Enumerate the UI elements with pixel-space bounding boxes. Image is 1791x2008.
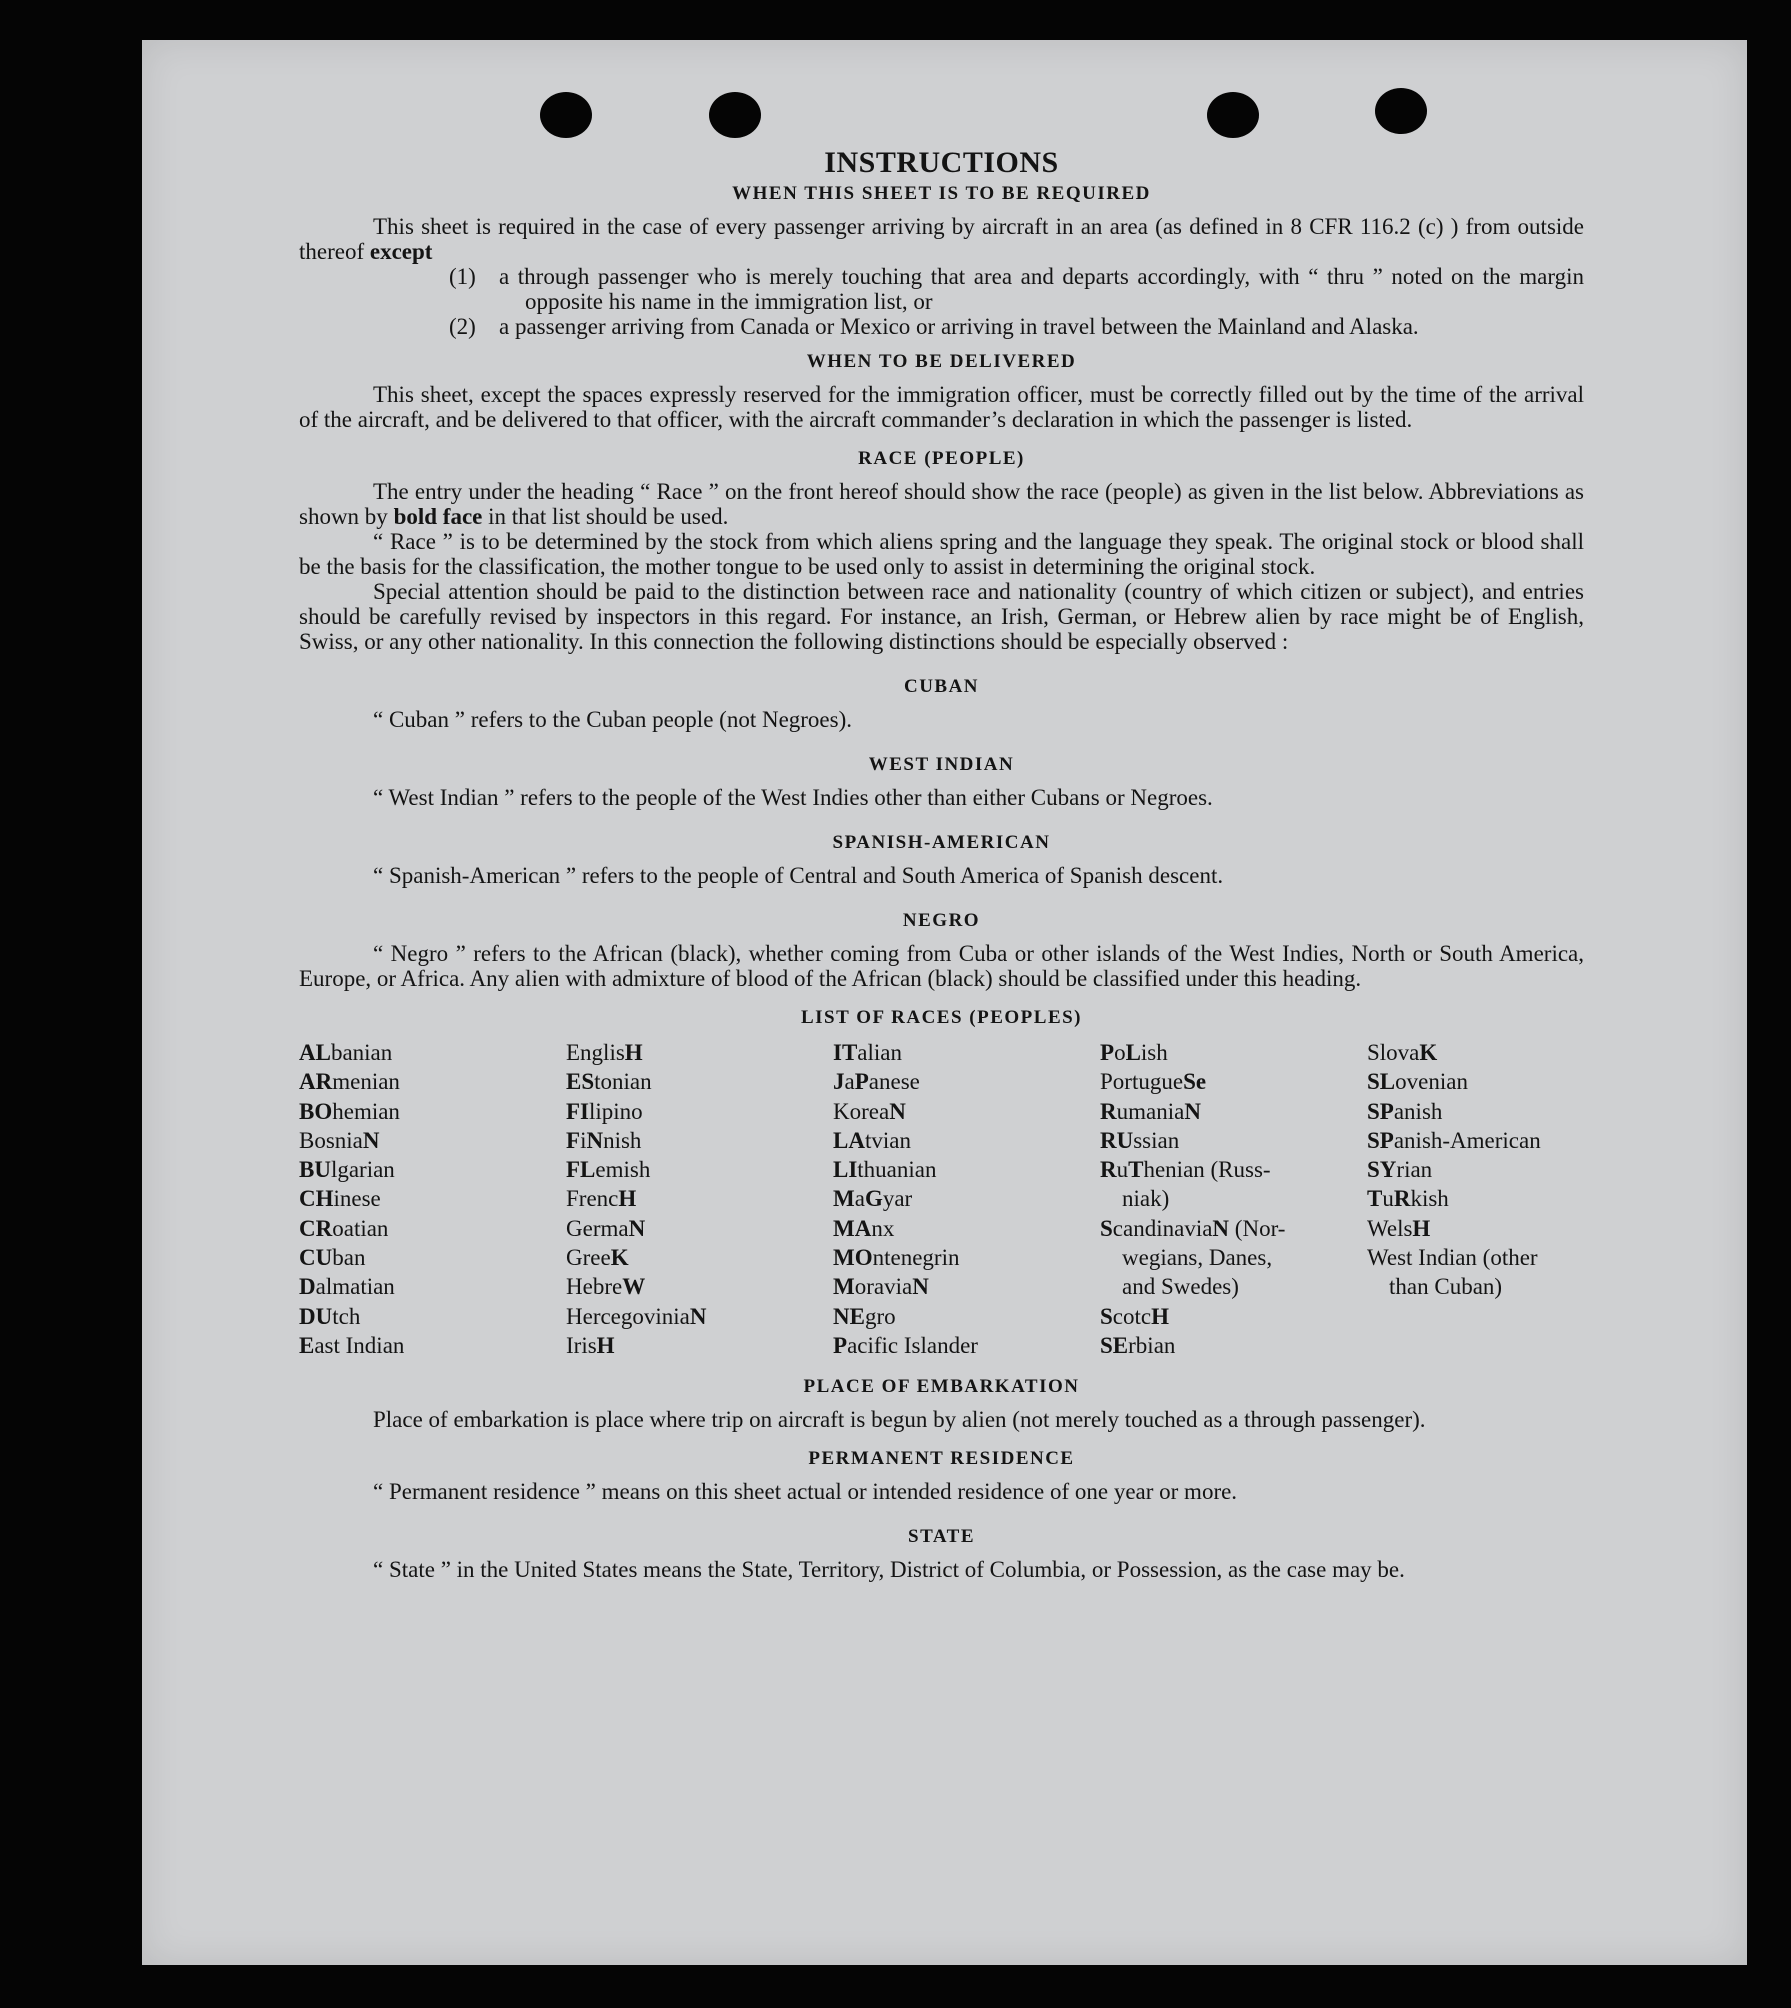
race-abbreviation: N bbox=[912, 1274, 929, 1300]
race-abbreviation: LA bbox=[833, 1127, 865, 1153]
heading-when-delivered: WHEN TO BE DELIVERED bbox=[806, 351, 1077, 372]
race-abbreviation: P bbox=[1100, 1040, 1115, 1065]
race-abbreviation: AL bbox=[299, 1040, 331, 1065]
negro-text: “ Negro ” refers to the African (black), whether coming from Cuba or other islands of the West Indies, North or South America, Europe, or Africa. Any alien with admixture of blood of the African (black) should be classified under this heading. bbox=[299, 941, 1584, 991]
race-abbreviation: N bbox=[1184, 1098, 1201, 1124]
race-entry bbox=[1100, 1331, 1367, 1360]
race-abbreviation: AR bbox=[299, 1069, 333, 1095]
race-column bbox=[1367, 1038, 1634, 1360]
race-name-part: inese bbox=[333, 1186, 381, 1212]
race-entry bbox=[1100, 1302, 1367, 1331]
race-entry bbox=[1367, 1038, 1634, 1067]
race-abbreviation: SP bbox=[1367, 1127, 1394, 1153]
instructions-content bbox=[299, 146, 1584, 1583]
race-name-part: (Nor- bbox=[1229, 1215, 1286, 1241]
heading-cuban: CUBAN bbox=[903, 676, 980, 697]
cuban-text: “ Cuban ” refers to the Cuban people (not Negroes). bbox=[373, 707, 853, 732]
race-name-part: nx bbox=[871, 1215, 895, 1241]
race-abbreviation: J bbox=[833, 1069, 845, 1095]
race-name-part: tonian bbox=[594, 1069, 652, 1095]
race-abbreviation: SP bbox=[1367, 1098, 1394, 1124]
race-entry bbox=[833, 1214, 1100, 1243]
heading-negro: NEGRO bbox=[902, 910, 981, 931]
race-entry bbox=[1100, 1272, 1367, 1301]
race-name-part: ovenian bbox=[1395, 1069, 1468, 1095]
race-entry bbox=[299, 1097, 566, 1126]
race-name-part: a bbox=[854, 1186, 865, 1212]
race-abbreviation: N bbox=[1212, 1215, 1230, 1241]
when-required-intro: This sheet is required in the case of every passenger arriving by aircraft in an area (as defined in 8 CFR 116.2 (c) ) from outside thereof except bbox=[299, 214, 1584, 264]
race-abbreviation: N bbox=[889, 1098, 906, 1124]
race-abbreviation: FI bbox=[566, 1098, 589, 1124]
race-abbreviation: SY bbox=[1367, 1157, 1397, 1183]
race-name-part: Iris bbox=[566, 1332, 597, 1358]
race-abbreviation: P bbox=[854, 1069, 869, 1095]
race-name-part: cotc bbox=[1112, 1303, 1152, 1329]
race-abbreviation: F bbox=[566, 1127, 581, 1153]
race-name-part: ban bbox=[332, 1245, 366, 1271]
race-abbreviation: CU bbox=[299, 1245, 333, 1271]
heading-race: RACE (PEOPLE) bbox=[858, 448, 1025, 469]
race-entry bbox=[833, 1243, 1100, 1272]
race-entry bbox=[833, 1302, 1100, 1331]
spanish-american-text: “ Spanish-American ” refers to the people of Central and South America of Spanish descent. bbox=[373, 863, 1224, 888]
race-abbreviation: MA bbox=[833, 1215, 872, 1241]
race-name-part: than Cuban) bbox=[1389, 1274, 1503, 1300]
race-entry bbox=[566, 1272, 833, 1301]
exception-number: (2) bbox=[449, 314, 476, 339]
race-abbreviation: H bbox=[596, 1332, 615, 1358]
race-entry bbox=[299, 1155, 566, 1184]
race-abbreviation: R bbox=[1100, 1098, 1117, 1124]
race-name-part: hemian bbox=[332, 1098, 400, 1124]
race-name-part: tch bbox=[332, 1303, 361, 1329]
heading-state: STATE bbox=[908, 1526, 975, 1548]
race-entry bbox=[566, 1038, 833, 1067]
race-entry bbox=[833, 1038, 1100, 1067]
race-name-part: i bbox=[580, 1127, 587, 1153]
race-entry bbox=[833, 1331, 1100, 1360]
race-entry bbox=[1100, 1067, 1367, 1096]
race-name-part: ast Indian bbox=[314, 1332, 405, 1358]
race-entry bbox=[833, 1272, 1100, 1301]
race-name-part: niak) bbox=[1122, 1186, 1170, 1212]
race-entry bbox=[1100, 1214, 1367, 1243]
race-name-part: Bosnia bbox=[299, 1127, 363, 1153]
race-column bbox=[833, 1038, 1100, 1360]
race-name-part: u bbox=[1382, 1186, 1394, 1212]
race-abbreviation: CR bbox=[299, 1215, 333, 1241]
race-entry bbox=[1100, 1155, 1367, 1184]
race-name-part: ssian bbox=[1133, 1127, 1180, 1153]
race-column bbox=[299, 1038, 566, 1360]
race-entry bbox=[566, 1243, 833, 1272]
race-name-part: menian bbox=[332, 1069, 400, 1095]
west-indian-text: “ West Indian ” refers to the people of the West Indies other than either Cubans or Negroes. bbox=[373, 785, 1213, 810]
permanent-residence-text: “ Permanent residence ” means on this sheet actual or intended residence of one year or more. bbox=[373, 1479, 1238, 1505]
race-name-part: thuanian bbox=[857, 1157, 937, 1183]
punch-hole bbox=[540, 92, 592, 138]
race-name-part: wegians, Danes, bbox=[1122, 1245, 1273, 1271]
race-abbreviation: BO bbox=[299, 1098, 333, 1124]
race-abbreviation: P bbox=[833, 1332, 848, 1358]
race-entry bbox=[299, 1243, 566, 1272]
race-name-part: anish bbox=[1393, 1098, 1443, 1124]
race-name-part: oatian bbox=[332, 1215, 389, 1241]
race-name-part: emish bbox=[595, 1157, 651, 1183]
race-abbreviation: SE bbox=[1100, 1332, 1129, 1358]
race-entry bbox=[299, 1302, 566, 1331]
race-abbreviation: MO bbox=[833, 1245, 873, 1271]
heading-when-required: WHEN THIS SHEET IS TO BE REQUIRED bbox=[732, 183, 1151, 204]
race-name-part: gro bbox=[864, 1303, 896, 1329]
race-abbreviation: N bbox=[362, 1127, 380, 1153]
race-entry bbox=[566, 1097, 833, 1126]
race-entry bbox=[566, 1126, 833, 1155]
race-abbreviation: S bbox=[1100, 1215, 1113, 1241]
race-abbreviation: R bbox=[1393, 1186, 1411, 1212]
race-abbreviation: K bbox=[1419, 1040, 1438, 1065]
race-name-part: Hebre bbox=[566, 1274, 623, 1300]
race-abbreviation: ES bbox=[566, 1069, 595, 1095]
race-name-part: henian (Russ- bbox=[1143, 1157, 1271, 1183]
race-entry bbox=[1100, 1097, 1367, 1126]
race-entry bbox=[833, 1097, 1100, 1126]
race-abbreviation: W bbox=[622, 1274, 646, 1300]
race-name-part: Germa bbox=[566, 1215, 629, 1241]
race-entry bbox=[1100, 1184, 1367, 1213]
race-entry bbox=[1367, 1214, 1634, 1243]
race-abbreviation: IT bbox=[833, 1040, 858, 1065]
race-name-part: anese bbox=[868, 1069, 920, 1095]
race-abbreviation: S bbox=[1100, 1303, 1113, 1329]
exception-number: (1) bbox=[449, 264, 476, 289]
race-abbreviation: H bbox=[618, 1186, 637, 1212]
race-abbreviation: FL bbox=[566, 1157, 596, 1183]
race-entry bbox=[1367, 1155, 1634, 1184]
race-abbreviation: N bbox=[628, 1215, 646, 1241]
heading-embarkation: PLACE OF EMBARKATION bbox=[803, 1376, 1080, 1398]
race-abbreviation: M bbox=[833, 1274, 855, 1300]
race-entry bbox=[833, 1126, 1100, 1155]
race-entry bbox=[1100, 1126, 1367, 1155]
race-entry bbox=[1367, 1184, 1634, 1213]
race-abbreviation: RU bbox=[1100, 1127, 1134, 1153]
race-entry bbox=[1367, 1067, 1634, 1096]
race-name-part: Korea bbox=[833, 1098, 890, 1124]
race-abbreviation: BU bbox=[299, 1157, 331, 1183]
race-name-part: West Indian (other bbox=[1367, 1245, 1538, 1271]
heading-permanent-residence: PERMANENT RESIDENCE bbox=[808, 1448, 1075, 1470]
race-name-part: yar bbox=[882, 1186, 913, 1212]
race-abbreviation: LI bbox=[833, 1157, 858, 1183]
race-column bbox=[1100, 1038, 1367, 1360]
race-name-part: oravia bbox=[854, 1274, 913, 1300]
race-name-part: Gree bbox=[566, 1245, 611, 1271]
race-entry bbox=[299, 1331, 566, 1360]
race-paragraph: The entry under the heading “ Race ” on the front hereof should show the race (people) as given in the list below. Abbreviations as shown by bold face in that list should be used. bbox=[299, 479, 1584, 529]
race-abbreviation: K bbox=[610, 1245, 629, 1271]
race-abbreviation: N bbox=[689, 1303, 707, 1329]
exception-item bbox=[449, 314, 1584, 339]
heading-list-of-races: LIST OF RACES (PEOPLES) bbox=[800, 1007, 1083, 1028]
document-sheet bbox=[142, 40, 1747, 1965]
punch-hole bbox=[1375, 88, 1427, 134]
race-name-part: acific Islander bbox=[847, 1332, 978, 1358]
heading-west-indian: WEST INDIAN bbox=[868, 754, 1015, 775]
race-abbreviation: D bbox=[299, 1274, 316, 1300]
race-abbreviation: H bbox=[624, 1040, 643, 1065]
race-name-part: and Swedes) bbox=[1122, 1274, 1239, 1300]
race-name-part: u bbox=[1116, 1157, 1129, 1183]
race-name-part: rian bbox=[1396, 1157, 1433, 1183]
race-abbreviation: SL bbox=[1367, 1069, 1396, 1095]
race-name-part: kish bbox=[1410, 1186, 1449, 1212]
race-abbreviation: E bbox=[299, 1332, 315, 1358]
race-name-part: umania bbox=[1116, 1098, 1185, 1124]
race-name-part: lipino bbox=[589, 1098, 643, 1124]
embarkation-text: Place of embarkation is place where trip on aircraft is begun by alien (not merely touched as a through passenger). bbox=[373, 1407, 1426, 1433]
race-entry bbox=[1100, 1243, 1367, 1272]
race-abbreviation: T bbox=[1128, 1157, 1144, 1183]
when-delivered-text: This sheet, except the spaces expressly reserved for the immigration officer, must be correctly filled out by the time of the arrival of the aircraft, and be delivered to that officer, with the aircraft commander’s declaration in which the passenger is listed. bbox=[299, 382, 1584, 432]
race-name-part: Slova bbox=[1367, 1040, 1420, 1065]
race-entry bbox=[1100, 1038, 1367, 1067]
exception-text: a passenger arriving from Canada or Mexico or arriving in travel between the Mainland and Alaska. bbox=[499, 314, 1419, 339]
race-entry bbox=[299, 1126, 566, 1155]
exception-text: a through passenger who is merely touching that area and departs accordingly, with “ thru ” noted on the margin opposite his name in the immigration list, or bbox=[499, 264, 1584, 314]
punch-hole bbox=[1207, 92, 1259, 138]
race-name-part: lgarian bbox=[330, 1157, 395, 1183]
race-name-part: Wels bbox=[1367, 1215, 1413, 1241]
race-name-part: Englis bbox=[566, 1040, 625, 1065]
race-entry bbox=[1367, 1243, 1634, 1272]
punch-hole bbox=[709, 92, 761, 138]
race-abbreviation: L bbox=[1125, 1040, 1141, 1065]
race-name-part: anish-American bbox=[1393, 1127, 1541, 1153]
exception-item bbox=[449, 264, 1584, 314]
race-entry bbox=[1367, 1272, 1634, 1301]
heading-spanish-american: SPANISH-AMERICAN bbox=[832, 832, 1051, 853]
race-entry bbox=[566, 1331, 833, 1360]
race-abbreviation: CH bbox=[299, 1186, 334, 1212]
race-name-part: Portugue bbox=[1100, 1069, 1184, 1095]
race-abbreviation: N bbox=[586, 1127, 604, 1153]
race-entry bbox=[299, 1067, 566, 1096]
race-entry bbox=[566, 1155, 833, 1184]
race-paragraph: Special attention should be paid to the distinction between race and nationality (country of which citizen or subject), and entries should be carefully revised by inspectors in this regard. For instance, an Irish, German, or Hebrew alien by race might be of English, Swiss, or any other nationality. In this connection the following distinctions should be especially observed : bbox=[299, 579, 1584, 654]
race-entry bbox=[566, 1214, 833, 1243]
race-name-part: ntenegrin bbox=[872, 1245, 960, 1271]
race-entry bbox=[1367, 1097, 1634, 1126]
race-name-part: ish bbox=[1140, 1040, 1168, 1065]
race-column bbox=[566, 1038, 833, 1360]
race-name-part: alian bbox=[857, 1040, 902, 1065]
race-entry bbox=[299, 1272, 566, 1301]
race-name-part: a bbox=[844, 1069, 855, 1095]
races-list bbox=[299, 1038, 1584, 1360]
race-abbreviation: DU bbox=[299, 1303, 333, 1329]
race-entry bbox=[566, 1184, 833, 1213]
race-entry bbox=[566, 1302, 833, 1331]
race-abbreviation: R bbox=[1100, 1157, 1117, 1183]
race-name-part: nish bbox=[603, 1127, 642, 1153]
race-name-part: tvian bbox=[864, 1127, 911, 1153]
race-entry bbox=[1367, 1126, 1634, 1155]
race-entry bbox=[833, 1184, 1100, 1213]
race-name-part: candinavia bbox=[1112, 1215, 1213, 1241]
race-name-part: almatian bbox=[315, 1274, 395, 1300]
race-entry bbox=[833, 1155, 1100, 1184]
race-name-part: o bbox=[1114, 1040, 1126, 1065]
race-abbreviation: Se bbox=[1183, 1069, 1207, 1095]
race-entry bbox=[299, 1038, 566, 1067]
race-name-part: rbian bbox=[1128, 1332, 1176, 1358]
race-paragraph: “ Race ” is to be determined by the stock from which aliens spring and the language they speak. The original stock or blood shall be the basis for the classification, the mother tongue to be used only to assist in determining the original stock. bbox=[299, 529, 1584, 579]
race-abbreviation: NE bbox=[833, 1303, 865, 1329]
state-text: “ State ” in the United States means the State, Territory, District of Columbia, or Possession, as the case may be. bbox=[373, 1557, 1405, 1583]
race-entry bbox=[299, 1184, 566, 1213]
race-abbreviation: H bbox=[1151, 1303, 1169, 1329]
race-abbreviation: M bbox=[833, 1186, 855, 1212]
race-abbreviation: H bbox=[1412, 1215, 1431, 1241]
race-abbreviation: G bbox=[864, 1186, 883, 1212]
race-entry bbox=[299, 1214, 566, 1243]
race-entry bbox=[566, 1067, 833, 1096]
race-name-part: Hercegovinia bbox=[566, 1303, 690, 1329]
race-abbreviation: T bbox=[1367, 1186, 1383, 1212]
race-entry bbox=[833, 1067, 1100, 1096]
race-name-part: Frenc bbox=[566, 1186, 619, 1212]
race-name-part: banian bbox=[330, 1040, 393, 1065]
page-title: INSTRUCTIONS bbox=[824, 146, 1059, 179]
